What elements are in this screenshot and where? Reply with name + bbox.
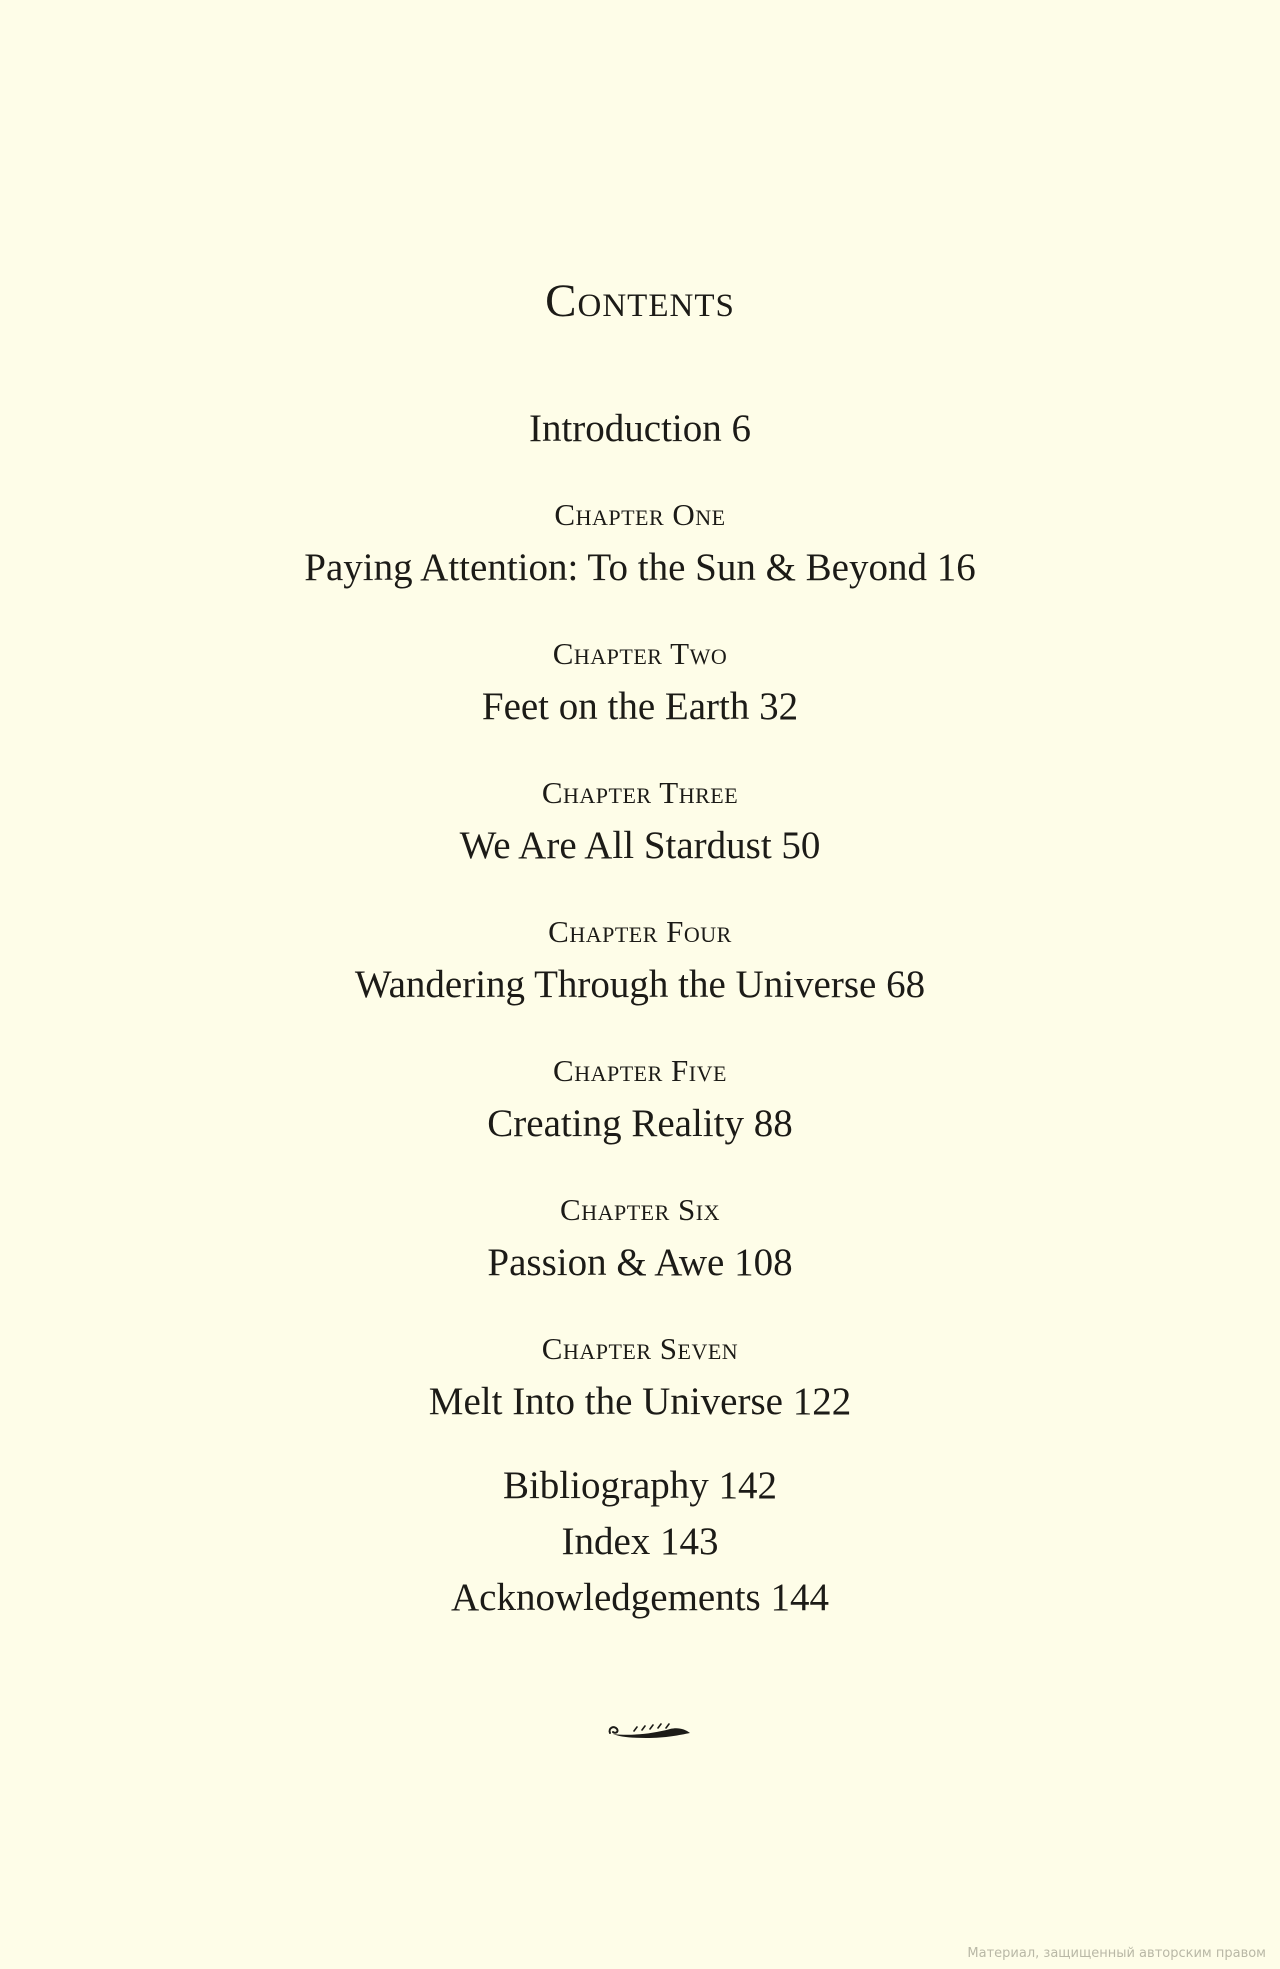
page-title: Contents [545, 275, 735, 327]
chapter-label-three: Chapter Three [541, 775, 739, 810]
chapter-title-six[interactable]: Passion & Awe 108 [487, 1241, 793, 1284]
toc-bibliography[interactable]: Bibliography 142 [502, 1464, 778, 1507]
chapter-title-four[interactable]: Wandering Through the Universe 68 [354, 963, 926, 1006]
toc-acknowledgements[interactable]: Acknowledgements 144 [450, 1576, 829, 1619]
chapter-label-seven: Chapter Seven [541, 1331, 739, 1366]
chapter-label-six: Chapter Six [560, 1192, 720, 1227]
toc-introduction[interactable]: Introduction 6 [528, 407, 752, 450]
toc-index[interactable]: Index 143 [561, 1520, 719, 1563]
flourish-ornament-icon [604, 1716, 694, 1742]
chapter-label-two: Chapter Two [552, 636, 728, 671]
chapter-title-three[interactable]: We Are All Stardust 50 [459, 824, 821, 867]
chapter-title-one[interactable]: Paying Attention: To the Sun & Beyond 16 [304, 546, 976, 589]
copyright-watermark: Материал, защищенный авторским правом [967, 1946, 1266, 1961]
chapter-label-four: Chapter Four [548, 914, 732, 949]
chapter-title-five[interactable]: Creating Reality 88 [487, 1102, 793, 1145]
chapter-title-seven[interactable]: Melt Into the Universe 122 [428, 1380, 852, 1423]
chapter-label-one: Chapter One [554, 497, 726, 532]
chapter-label-five: Chapter Five [553, 1053, 727, 1088]
chapter-title-two[interactable]: Feet on the Earth 32 [481, 685, 799, 728]
